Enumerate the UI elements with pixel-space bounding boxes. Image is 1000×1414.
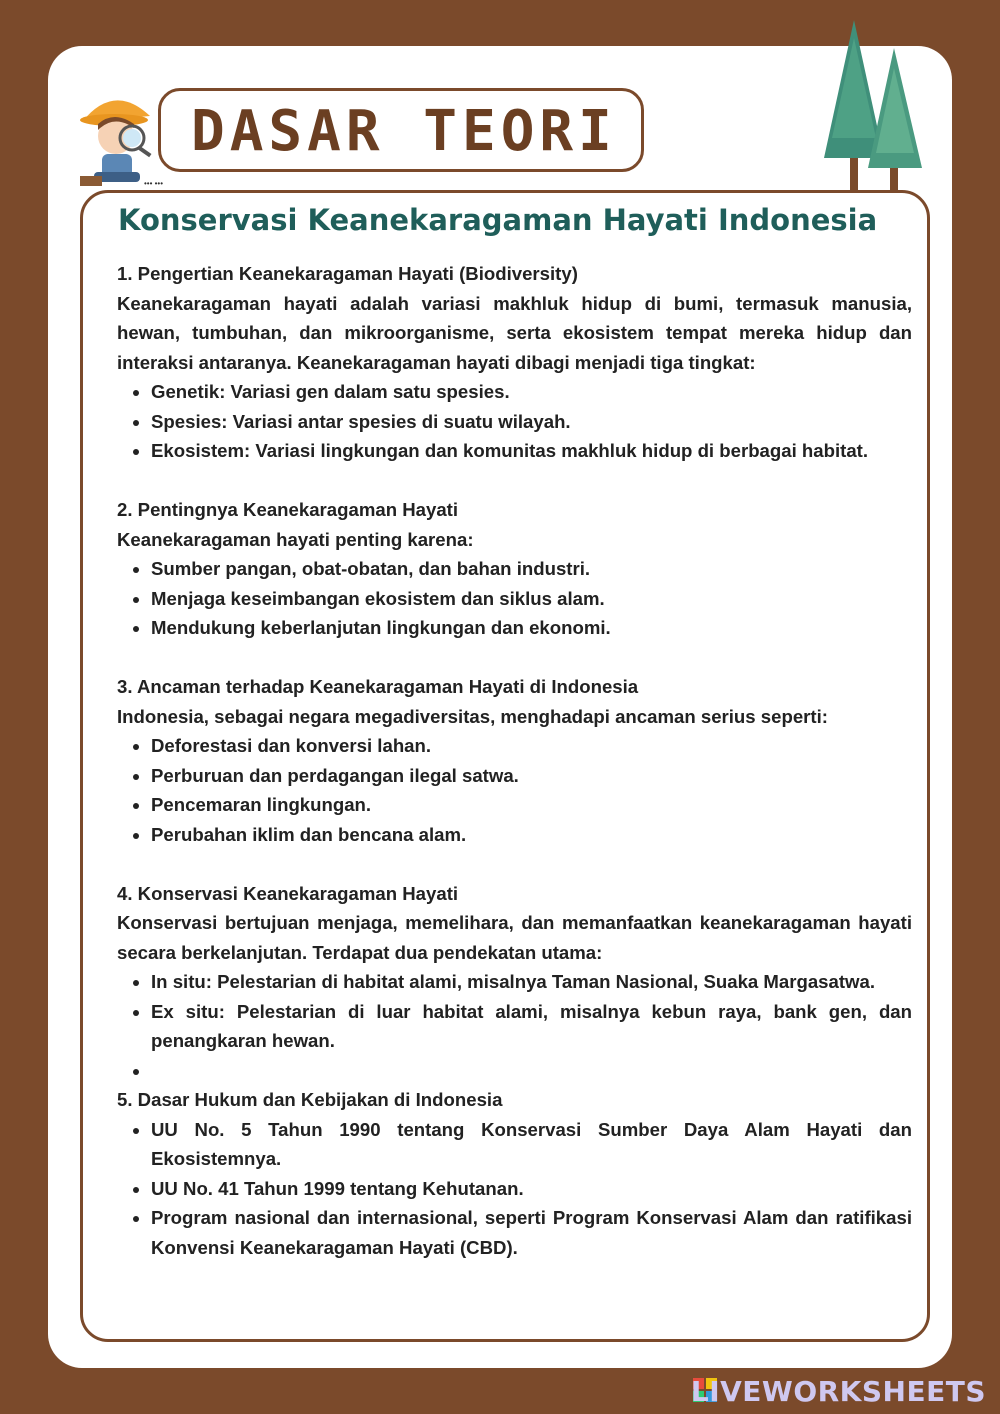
list-item: • Ekosistem: Variasi lingkungan dan komunitas makhluk hidup di berbagai habitat. — [151, 436, 912, 466]
section-list — [117, 967, 912, 1085]
section-title: 2. Pentingnya Keanekaragaman Hayati — [117, 499, 459, 520]
section-list — [117, 554, 912, 643]
section-intro: Indonesia, sebagai negara megadiversitas, menghadapi ancaman serius seperti: — [117, 705, 828, 727]
pine-trees-illustration — [818, 18, 938, 204]
section-intro: Konservasi bertujuan menjaga, memelihara, dan memanfaatkan keanekaragaman hayati secara berkelanjutan. Terdapat dua pendekatan utama: — [117, 912, 912, 963]
section-list — [117, 1115, 912, 1263]
list-item: • Program nasional dan internasional, seperti Program Konservasi Alam dan ratifikasi Konvensi Keanekaragaman Hayati (CBD). — [151, 1203, 912, 1262]
section-list — [117, 377, 912, 466]
list-item: • Genetik: Variasi gen dalam satu spesies. — [151, 377, 912, 407]
list-item-empty — [151, 1056, 912, 1086]
section-title: 1. Pengertian Keanekaragaman Hayati (Biodiversity) — [117, 263, 578, 284]
svg-text:••• •••: ••• ••• — [144, 179, 164, 188]
section-title: 3. Ancaman terhadap Keanekaragaman Hayati di Indonesia — [117, 676, 639, 697]
list-item: • Ex situ: Pelestarian di luar habitat alami, misalnya kebun raya, bank gen, dan penangkaran hewan. — [151, 997, 912, 1056]
section-intro: Keanekaragaman hayati adalah variasi makhluk hidup di bumi, termasuk manusia, hewan, tumbuhan, dan mikroorganisme, serta ekosistem tempat mereka hidup dan interaksi antaranya. Keanekaragaman hayati dibagi menjadi tiga tingkat: — [117, 292, 912, 373]
content-heading: Konservasi Keanekaragaman Hayati Indonesia — [118, 203, 878, 237]
list-item: • Perburuan dan perdagangan ilegal satwa. — [151, 761, 912, 791]
list-item: • Sumber pangan, obat-obatan, dan bahan industri. — [151, 554, 912, 584]
content-body — [117, 259, 912, 1262]
content-panel — [80, 190, 930, 1342]
list-item: • UU No. 41 Tahun 1999 tentang Kehutanan. — [151, 1174, 912, 1204]
list-item: • Deforestasi dan konversi lahan. — [151, 731, 912, 761]
section-title: 4. Konservasi Keanekaragaman Hayati — [117, 882, 459, 904]
list-item: • Spesies: Variasi antar spesies di suatu wilayah. — [151, 407, 912, 437]
list-item: • Perubahan iklim dan bencana alam. — [151, 820, 912, 850]
page-title: DASAR TEORI — [191, 99, 617, 164]
list-item: • In situ: Pelestarian di habitat alami, misalnya Taman Nasional, Suaka Margasatwa. — [151, 967, 912, 997]
list-item: • Mendukung keberlanjutan lingkungan dan ekonomi. — [151, 613, 912, 643]
section-title: 5. Dasar Hukum dan Kebijakan di Indonesia — [117, 1089, 503, 1110]
list-item: • Pencemaran lingkungan. — [151, 790, 912, 820]
branding-watermark: LIVEWORKSHEETS — [690, 1375, 986, 1408]
list-item: • UU No. 5 Tahun 1990 tentang Konservasi Sumber Daya Alam Hayati dan Ekosistemnya. — [151, 1115, 912, 1174]
section-list — [117, 731, 912, 849]
section-intro: Keanekaragaman hayati penting karena: — [117, 528, 474, 550]
title-banner — [158, 88, 644, 172]
list-item: • Menjaga keseimbangan ekosistem dan siklus alam. — [151, 584, 912, 614]
